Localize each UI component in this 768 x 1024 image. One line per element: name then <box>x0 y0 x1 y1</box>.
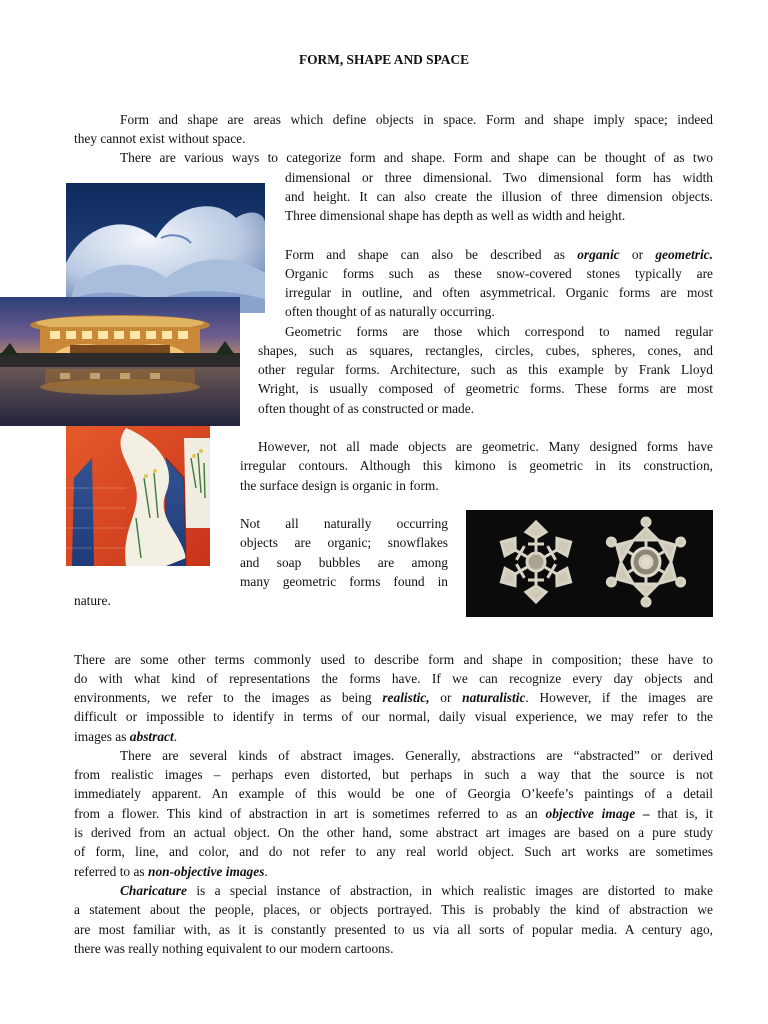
paragraph-8-line-7 <box>74 862 268 881</box>
paragraph-4-line-3: other regular forms. Architecture, such as this example by Frank Lloyd <box>258 362 713 377</box>
term-realistic: realistic, <box>382 690 430 705</box>
text: or <box>631 247 644 262</box>
paragraph-4-line-2: shapes, such as squares, rectangles, circles, cubes, spheres, cones, and <box>258 343 713 358</box>
paragraph-1-line-1: Form and shape are areas which define objects in space. Form and shape imply space; indeed <box>120 112 713 127</box>
paragraph-1-line-2: they cannot exist without space. <box>74 131 246 146</box>
paragraph-3-line-3: irregular in outline, and often asymmetrical. Organic forms are most <box>285 285 713 300</box>
text: . <box>264 864 268 879</box>
text: images as <box>74 729 127 744</box>
paragraph-8-line-3: immediately apparent. An example of this would be one of Georgia O’keefe’s paintings of a detail <box>74 786 713 801</box>
paragraph-7-line-2: do with what kind of representations the forms have. If we can recognize every day objects and <box>74 671 713 686</box>
paragraph-2-line-1: There are various ways to categorize form and shape. Form and shape can be thought of as two <box>120 150 713 165</box>
page-title: FORM, SHAPE AND SPACE <box>298 52 470 67</box>
term-abstract: abstract <box>129 729 174 744</box>
paragraph-6-line-2: objects are organic; snowflakes <box>240 535 448 550</box>
paragraph-4-line-1: Geometric forms are those which correspond to named regular <box>285 324 713 339</box>
paragraph-6-line-5: nature. <box>74 593 111 608</box>
text: or <box>440 690 452 705</box>
text: referred to as <box>74 864 145 879</box>
paragraph-7-line-4: difficult or impossible to identify in terms of our normal, daily visual experience, we may refer to the <box>74 709 713 724</box>
paragraph-5-line-2: irregular contours. Although this kimono is geometric in its construction, <box>240 458 713 473</box>
term-non-objective-images: non-objective images <box>148 864 265 879</box>
text: environments, we refer to the images as being <box>74 690 372 705</box>
paragraph-6-line-1: Not all naturally occurring <box>240 516 448 531</box>
snow-stones-image <box>66 183 265 313</box>
paragraph-9-line-1 <box>120 881 713 900</box>
paragraph-8-line-1: There are several kinds of abstract images. Generally, abstractions are “abstracted” or derived <box>120 748 713 763</box>
paragraph-9-line-3: are most familiar with, as it is constantly presented to us via all sorts of popular media. A century ago, <box>74 922 713 937</box>
text: that is, it <box>657 806 713 821</box>
paragraph-3-line-4: often thought of as naturally occurring. <box>285 304 495 319</box>
paragraph-8-line-4 <box>74 804 713 823</box>
term-organic: organic <box>577 247 620 262</box>
paragraph-7-line-5 <box>74 727 177 746</box>
paragraph-4-line-5: often thought of as constructed or made. <box>258 401 475 416</box>
paragraph-6-line-3: and soap bubbles are among <box>240 555 448 570</box>
paragraph-8-line-6: of form, line, and color, and do not refer to any real world object. Such art works are sometimes <box>74 844 713 859</box>
term-geometric: geometric. <box>655 247 713 262</box>
paragraph-4-line-4: Wright, is usually composed of geometric forms. These forms are most <box>258 381 713 396</box>
paragraph-5-line-1: However, not all made objects are geometric. Many designed forms have <box>258 439 713 454</box>
paragraph-6-line-4: many geometric forms found in <box>240 574 448 589</box>
paragraph-2-line-2: dimensional or three dimensional. Two dimensional form has width <box>285 170 713 185</box>
term-objective-image: objective image – <box>545 806 650 821</box>
paragraph-2-line-4: Three dimensional shape has depth as well as width and height. <box>285 208 626 223</box>
text: is a special instance of abstraction, in which realistic images are distorted to make <box>196 883 713 898</box>
text: . However, if the images are <box>525 690 713 705</box>
text: from a flower. This kind of abstraction in art is sometimes referred to as an <box>74 806 538 821</box>
term-naturalistic: naturalistic <box>462 690 526 705</box>
text: Form and shape can also be described as <box>285 247 565 262</box>
paragraph-9-line-2: a statement about the people, places, or objects portrayed. This is probably the kind of abstraction we <box>74 902 713 917</box>
paragraph-3-line-2: Organic forms such as these snow-covered stones typically are <box>285 266 713 281</box>
snowflakes-image <box>466 510 713 617</box>
paragraph-7-line-3 <box>74 688 713 707</box>
paragraph-8-line-2: from realistic images – perhaps even distorted, but perhaps in such a way that the source is not <box>74 767 713 782</box>
paragraph-5-line-3: the surface design is organic in form. <box>240 478 439 493</box>
kimono-image <box>66 418 210 566</box>
paragraph-2-line-3: and height. It can also create the illusion of three dimension objects. <box>285 189 713 204</box>
paragraph-7-line-1: There are some other terms commonly used to describe form and shape in composition; these have to <box>74 652 713 667</box>
text: . <box>173 729 178 744</box>
architecture-image <box>0 297 240 426</box>
term-charicature: Charicature <box>120 883 187 898</box>
paragraph-8-line-5: is derived from an actual object. On the other hand, some abstract art images are based on a pure study <box>74 825 713 840</box>
paragraph-3-line-1 <box>285 245 713 264</box>
paragraph-9-line-4: there was really nothing equivalent to our modern cartoons. <box>74 941 394 956</box>
